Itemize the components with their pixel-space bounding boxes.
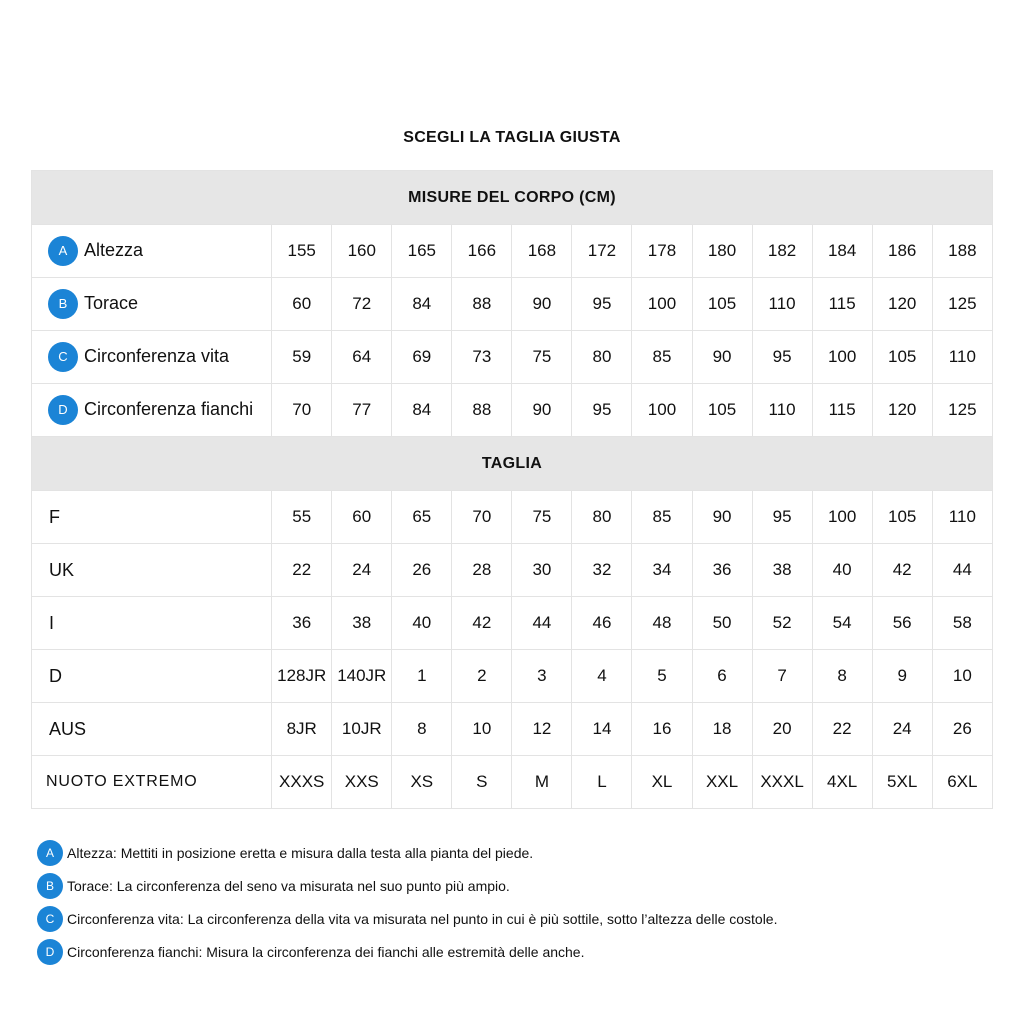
table-cell: XXL	[692, 756, 752, 809]
note-text: Circonferenza vita: La circonferenza della vita va misurata nel punto in cui è più sottile, sotto l’altezza delle costole.	[67, 910, 778, 927]
table-cell: 105	[872, 491, 932, 544]
row-label-cell	[32, 384, 272, 437]
table-cell: 46	[572, 597, 632, 650]
table-cell: 60	[272, 278, 332, 331]
table-cell: 166	[452, 225, 512, 278]
table-cell: 105	[692, 278, 752, 331]
table-cell: 42	[872, 544, 932, 597]
table-cell: 38	[332, 597, 392, 650]
row-label-cell	[32, 491, 272, 544]
table-cell: 24	[332, 544, 392, 597]
table-cell: XL	[632, 756, 692, 809]
table-cell: 85	[632, 331, 692, 384]
table-cell: 80	[572, 331, 632, 384]
table-cell: 125	[932, 278, 992, 331]
table-cell: 4XL	[812, 756, 872, 809]
table-cell: 172	[572, 225, 632, 278]
measurement-notes	[37, 836, 997, 968]
table-cell: 100	[812, 491, 872, 544]
table-cell: 160	[332, 225, 392, 278]
table-cell: 95	[572, 278, 632, 331]
table-cell: XXS	[332, 756, 392, 809]
row-label: Circonferenza vita	[84, 345, 230, 366]
table-cell: 22	[272, 544, 332, 597]
table-cell: 8JR	[272, 703, 332, 756]
section-header-row	[32, 171, 993, 225]
table-cell: 110	[932, 331, 992, 384]
table-cell: 88	[452, 384, 512, 437]
note-text: Altezza: Mettiti in posizione eretta e misura dalla testa alla pianta del piede.	[67, 844, 534, 861]
table-row	[32, 384, 993, 437]
table-cell: 10	[932, 650, 992, 703]
row-label: NUOTO EXTREMO	[46, 773, 198, 790]
table-cell: 180	[692, 225, 752, 278]
table-cell: 165	[392, 225, 452, 278]
table-cell: 115	[812, 278, 872, 331]
table-cell: 26	[932, 703, 992, 756]
table-cell: S	[452, 756, 512, 809]
row-label-cell	[32, 331, 272, 384]
table-cell: 18	[692, 703, 752, 756]
badge-icon: B	[48, 289, 78, 319]
table-cell: 7	[752, 650, 812, 703]
table-cell: 125	[932, 384, 992, 437]
table-cell: 30	[512, 544, 572, 597]
table-cell: 52	[752, 597, 812, 650]
table-cell: 14	[572, 703, 632, 756]
table-row	[32, 331, 993, 384]
note-item	[37, 902, 997, 935]
table-cell: 90	[692, 331, 752, 384]
table-cell: 95	[752, 491, 812, 544]
table-cell: 36	[692, 544, 752, 597]
table-cell: 10	[452, 703, 512, 756]
table-cell: 80	[572, 491, 632, 544]
table-cell: 34	[632, 544, 692, 597]
table-row	[32, 597, 993, 650]
table-cell: 72	[332, 278, 392, 331]
table-cell: 2	[452, 650, 512, 703]
table-cell: 6XL	[932, 756, 992, 809]
table-row	[32, 278, 993, 331]
badge-icon: C	[37, 906, 63, 932]
table-cell: 26	[392, 544, 452, 597]
table-cell: 85	[632, 491, 692, 544]
table-cell: 84	[392, 278, 452, 331]
table-cell: 3	[512, 650, 572, 703]
table-cell: 184	[812, 225, 872, 278]
table-cell: 95	[752, 331, 812, 384]
table-cell: 115	[812, 384, 872, 437]
row-label: Altezza	[84, 239, 144, 260]
table-cell: 54	[812, 597, 872, 650]
table-cell: 182	[752, 225, 812, 278]
table-cell: 100	[812, 331, 872, 384]
table-cell: 28	[452, 544, 512, 597]
table-cell: 1	[392, 650, 452, 703]
row-label: D	[49, 665, 62, 686]
table-cell: 110	[752, 278, 812, 331]
badge-icon: A	[48, 236, 78, 266]
row-label: UK	[49, 559, 75, 580]
row-label-cell	[32, 597, 272, 650]
badge-icon: D	[37, 939, 63, 965]
table-cell: 40	[392, 597, 452, 650]
note-item	[37, 869, 997, 902]
row-label-cell	[32, 650, 272, 703]
table-cell: 84	[392, 384, 452, 437]
table-cell: 4	[572, 650, 632, 703]
table-cell: 168	[512, 225, 572, 278]
table-cell: 44	[512, 597, 572, 650]
section-heading: TAGLIA	[32, 437, 993, 491]
table-cell: 105	[692, 384, 752, 437]
table-cell: 50	[692, 597, 752, 650]
table-cell: 38	[752, 544, 812, 597]
table-cell: 70	[272, 384, 332, 437]
table-cell: 10JR	[332, 703, 392, 756]
table-row	[32, 225, 993, 278]
table-row	[32, 544, 993, 597]
table-cell: 5XL	[872, 756, 932, 809]
table-cell: 155	[272, 225, 332, 278]
page-title: SCEGLI LA TAGLIA GIUSTA	[403, 129, 621, 146]
note-text: Torace: La circonferenza del seno va misurata nel suo punto più ampio.	[67, 877, 510, 894]
table-cell: M	[512, 756, 572, 809]
table-cell: 65	[392, 491, 452, 544]
badge-icon: A	[37, 840, 63, 866]
table-cell: 90	[512, 384, 572, 437]
table-row	[32, 703, 993, 756]
row-label-cell	[32, 225, 272, 278]
table-cell: 120	[872, 384, 932, 437]
table-row	[32, 756, 993, 809]
table-cell: 90	[692, 491, 752, 544]
section-heading: MISURE DEL CORPO (CM)	[32, 171, 993, 225]
table-cell: 20	[752, 703, 812, 756]
table-row	[32, 491, 993, 544]
table-cell: 6	[692, 650, 752, 703]
table-cell: 90	[512, 278, 572, 331]
table-cell: 58	[932, 597, 992, 650]
table-cell: 16	[632, 703, 692, 756]
table-cell: 100	[632, 384, 692, 437]
table-cell: XXXS	[272, 756, 332, 809]
table-cell: 59	[272, 331, 332, 384]
table-cell: 42	[452, 597, 512, 650]
size-chart-body	[32, 171, 993, 809]
table-cell: 44	[932, 544, 992, 597]
row-label: I	[49, 612, 55, 633]
table-cell: 56	[872, 597, 932, 650]
table-cell: 110	[932, 491, 992, 544]
table-cell: 69	[392, 331, 452, 384]
table-cell: 32	[572, 544, 632, 597]
table-cell: 55	[272, 491, 332, 544]
table-cell: 75	[512, 331, 572, 384]
table-cell: XXXL	[752, 756, 812, 809]
table-cell: 105	[872, 331, 932, 384]
table-cell: 75	[512, 491, 572, 544]
row-label: Circonferenza fianchi	[84, 398, 254, 419]
row-label-cell	[32, 756, 272, 809]
section-header-row	[32, 437, 993, 491]
table-cell: 60	[332, 491, 392, 544]
table-cell: 188	[932, 225, 992, 278]
table-cell: 64	[332, 331, 392, 384]
row-label-cell	[32, 278, 272, 331]
note-item	[37, 836, 997, 869]
table-cell: 8	[392, 703, 452, 756]
table-cell: 77	[332, 384, 392, 437]
table-cell: 178	[632, 225, 692, 278]
row-label: Torace	[84, 292, 139, 313]
table-cell: 9	[872, 650, 932, 703]
table-cell: 100	[632, 278, 692, 331]
table-cell: 120	[872, 278, 932, 331]
badge-icon: D	[48, 395, 78, 425]
badge-icon: B	[37, 873, 63, 899]
table-cell: 8	[812, 650, 872, 703]
table-cell: 140JR	[332, 650, 392, 703]
row-label-cell	[32, 544, 272, 597]
table-cell: L	[572, 756, 632, 809]
table-cell: 22	[812, 703, 872, 756]
table-cell: 110	[752, 384, 812, 437]
row-label: F	[49, 506, 60, 527]
table-cell: 88	[452, 278, 512, 331]
table-row	[32, 650, 993, 703]
table-cell: 73	[452, 331, 512, 384]
table-cell: 40	[812, 544, 872, 597]
table-cell: 36	[272, 597, 332, 650]
table-cell: 70	[452, 491, 512, 544]
table-cell: XS	[392, 756, 452, 809]
table-cell: 24	[872, 703, 932, 756]
table-cell: 95	[572, 384, 632, 437]
note-item	[37, 935, 997, 968]
table-cell: 128JR	[272, 650, 332, 703]
badge-icon: C	[48, 342, 78, 372]
table-cell: 186	[872, 225, 932, 278]
row-label: AUS	[49, 718, 87, 739]
table-cell: 12	[512, 703, 572, 756]
table-cell: 48	[632, 597, 692, 650]
note-text: Circonferenza fianchi: Misura la circonferenza dei fianchi alle estremità delle anche.	[67, 943, 585, 960]
size-chart-table	[31, 170, 993, 809]
table-cell: 5	[632, 650, 692, 703]
row-label-cell	[32, 703, 272, 756]
